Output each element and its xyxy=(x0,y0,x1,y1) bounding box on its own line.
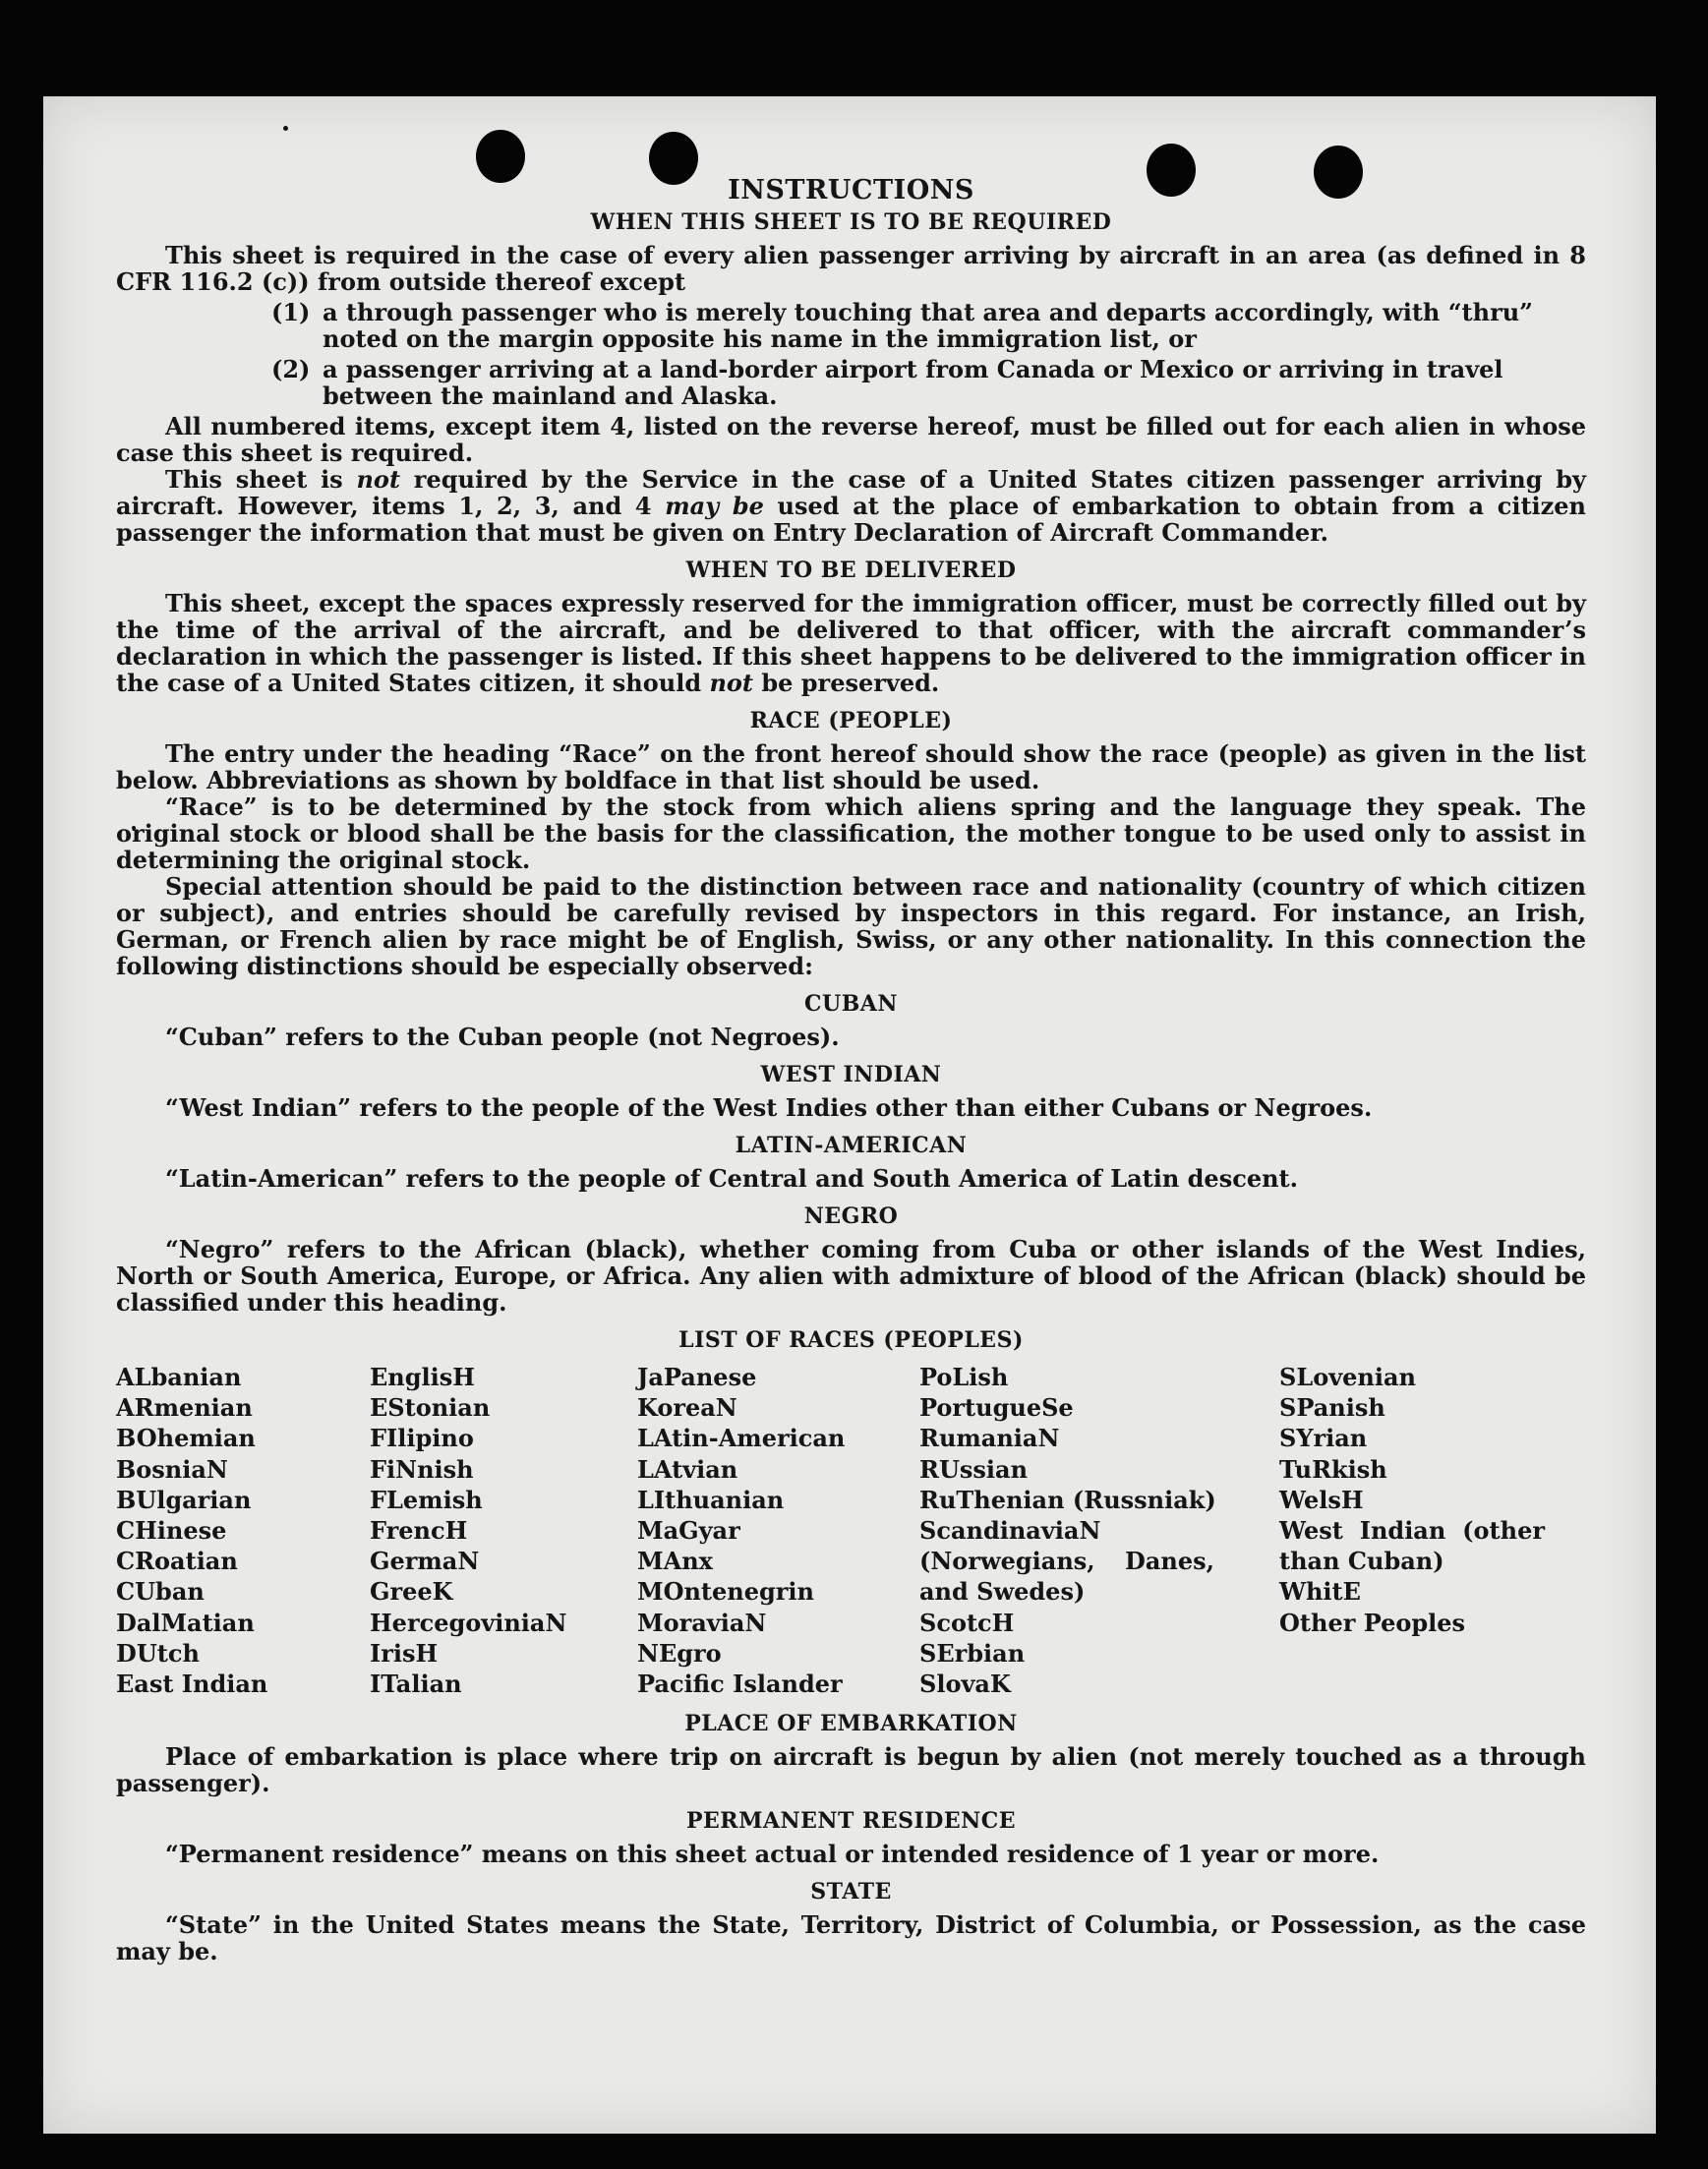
paragraph xyxy=(116,590,1586,696)
text-run: This sheet, except the spaces expressly reserved for the immigration officer, must be correctly filled out by the time of the arrival of the aircraft, and be delivered to that officer, with the aircraft commander’s declaration in which the passenger is listed. If this sheet happens to be delivered to the immigration officer in the case of a United States citizen, it should xyxy=(116,589,1586,697)
race-entry: CUban xyxy=(116,1577,205,1607)
race-entry: TuRkish xyxy=(1279,1454,1387,1484)
race-entry: MaGyar xyxy=(637,1516,740,1546)
race-entry: GreeK xyxy=(370,1577,453,1607)
race-entry: FrencH xyxy=(370,1516,468,1546)
emphasis-text: not xyxy=(356,465,401,494)
race-entry: LAtin-American xyxy=(637,1424,846,1453)
race-entry: ScotcH xyxy=(919,1608,1015,1637)
section-heading: WHEN TO BE DELIVERED xyxy=(685,557,1017,583)
race-entry: BosniaN xyxy=(116,1454,228,1484)
text-run: used at the place of embarkation to obtain from a citizen passenger the information that must be given on Entry Declaration of Aircraft Commander. xyxy=(116,492,1587,547)
races-column xyxy=(1279,1362,1586,1699)
section-heading: CUBAN xyxy=(804,991,898,1017)
race-entry: RUssian xyxy=(919,1454,1029,1484)
text-run: required by the Service in the case of a United States citizen passenger arriving by aircraft. However, items 1, 2, 3, and 4 xyxy=(116,465,1587,520)
race-entry: FiNnish xyxy=(370,1454,474,1484)
race-entry: LIthuanian xyxy=(637,1485,785,1514)
race-entry: ScandinaviaN (Norwegians, Danes, and Swedes) xyxy=(919,1516,1214,1607)
race-entry: MOntenegrin xyxy=(637,1577,814,1607)
emphasis-text: may be xyxy=(665,492,764,520)
race-entry: EStonian xyxy=(370,1393,491,1423)
paragraph: “State” in the United States means the State, Territory, District of Columbia, or Possession, as the case may be. xyxy=(116,1910,1586,1966)
races-column xyxy=(116,1362,370,1699)
race-entry: KoreaN xyxy=(637,1393,737,1423)
section-heading: RACE (PEOPLE) xyxy=(749,708,953,733)
item-number: (1) xyxy=(271,298,311,326)
race-entry: DalMatian xyxy=(116,1608,255,1637)
races-column xyxy=(919,1362,1279,1699)
race-entry: PoLish xyxy=(919,1363,1009,1391)
paragraph: “West Indian” refers to the people of the West Indies other than either Cubans or Negroes. xyxy=(165,1093,1373,1122)
emphasis-text: not xyxy=(709,669,754,697)
list-item xyxy=(116,299,1586,352)
race-entry: SlovaK xyxy=(919,1670,1011,1699)
race-entry: PortugueSe xyxy=(919,1393,1074,1423)
paragraph: This sheet is required in the case of every alien passenger arriving by aircraft in an area (as defined in 8 CFR 116.2 (c)) from outside thereof except xyxy=(116,241,1586,296)
section-heading: NEGRO xyxy=(803,1203,899,1229)
race-entry: NEgro xyxy=(637,1638,722,1668)
races-column xyxy=(370,1362,637,1699)
race-entry: RuThenian (Russniak) xyxy=(919,1485,1216,1514)
section-heading: LIST OF RACES (PEOPLES) xyxy=(678,1327,1024,1353)
race-entry: BOhemian xyxy=(116,1424,256,1453)
race-entry: DUtch xyxy=(116,1638,200,1668)
race-entry: MAnx xyxy=(637,1547,713,1576)
paragraph: “Negro” refers to the African (black), whether coming from Cuba or other islands of the West Indies, North or South America, Europe, or Africa. Any alien with admixture of blood of the African (black) should be classified under this heading. xyxy=(116,1235,1586,1317)
race-entry: SLovenian xyxy=(1279,1363,1416,1391)
paragraph xyxy=(116,466,1586,546)
race-entry: RumaniaN xyxy=(919,1424,1060,1453)
race-entry: West Indian (other than Cuban) xyxy=(1279,1516,1545,1576)
race-entry: East Indian xyxy=(116,1670,268,1699)
race-entry: CHinese xyxy=(116,1516,227,1546)
race-entry: SPanish xyxy=(1279,1393,1385,1423)
paragraph: Special attention should be paid to the distinction between race and nationality (country of which citizen or subject), and entries should be carefully revised by inspectors in this regard. For instance, an Irish, German, or French alien by race might be of English, Swiss, or any other nationality. In this connection the following distinctions should be especially observed: xyxy=(116,872,1586,980)
race-entry: HercegoviniaN xyxy=(370,1608,567,1637)
scan-speck xyxy=(283,126,288,131)
race-entry: CRoatian xyxy=(116,1547,238,1576)
section-heading: PLACE OF EMBARKATION xyxy=(684,1711,1018,1737)
paragraph: The entry under the heading “Race” on the front hereof should show the race (people) as given in the list below. Abbreviations as shown by boldface in that list should be used. xyxy=(116,739,1586,794)
races-list xyxy=(116,1362,1586,1699)
race-entry: ITalian xyxy=(370,1670,462,1699)
race-entry: Other Peoples xyxy=(1279,1608,1466,1637)
item-text: a through passenger who is merely touching that area and departs accordingly, with “thru” noted on the margin opposite his name in the immigration list, or xyxy=(323,298,1533,353)
race-entry: FIlipino xyxy=(370,1424,474,1453)
race-entry: GermaN xyxy=(370,1547,480,1576)
race-entry: EnglisH xyxy=(370,1363,475,1391)
races-column xyxy=(637,1362,919,1699)
race-entry: ALbanian xyxy=(116,1363,242,1391)
race-entry: MoraviaN xyxy=(637,1608,767,1637)
section-heading: WHEN THIS SHEET IS TO BE REQUIRED xyxy=(590,209,1112,235)
race-entry: SErbian xyxy=(919,1638,1026,1668)
race-entry: JaPanese xyxy=(637,1363,757,1391)
text-run: be preserved. xyxy=(753,669,940,697)
text-run: This sheet is xyxy=(165,465,357,494)
race-entry: WhitE xyxy=(1279,1577,1361,1607)
race-entry: FLemish xyxy=(370,1485,483,1514)
page-title: INSTRUCTIONS xyxy=(728,175,974,205)
paragraph: “Race” is to be determined by the stock from which aliens spring and the language they speak. The original stock or blood shall be the basis for the classification, the mother tongue to be used only to assist in determining the original stock. xyxy=(116,792,1586,874)
section-heading: PERMANENT RESIDENCE xyxy=(686,1808,1016,1835)
race-entry: Pacific Islander xyxy=(637,1670,843,1699)
race-entry: LAtvian xyxy=(637,1454,738,1484)
race-entry: SYrian xyxy=(1279,1424,1368,1453)
paragraph: All numbered items, except item 4, listed on the reverse hereof, must be filled out for each alien in whose case this sheet is required. xyxy=(116,412,1586,467)
paragraph: “Permanent residence” means on this sheet actual or intended residence of 1 year or more. xyxy=(165,1840,1380,1869)
section-heading: LATIN-AMERICAN xyxy=(735,1133,968,1158)
race-entry: WelsH xyxy=(1279,1485,1364,1514)
list-item xyxy=(116,356,1586,409)
race-entry: ARmenian xyxy=(116,1393,253,1423)
item-text: a passenger arriving at a land-border airport from Canada or Mexico or arriving in travel between the mainland and Alaska. xyxy=(323,355,1503,410)
paragraph: “Latin-American” refers to the people of Central and South America of Latin descent. xyxy=(165,1164,1298,1193)
section-heading: STATE xyxy=(810,1879,892,1905)
race-entry: BUlgarian xyxy=(116,1485,252,1514)
instructions-content xyxy=(116,169,1586,1964)
section-heading: WEST INDIAN xyxy=(760,1062,942,1087)
race-entry: IrisH xyxy=(370,1638,439,1668)
paragraph: “Cuban” refers to the Cuban people (not Negroes). xyxy=(165,1023,840,1051)
paragraph: Place of embarkation is place where trip on aircraft is begun by alien (not merely touched as a through passenger). xyxy=(116,1742,1586,1798)
item-number: (2) xyxy=(271,355,311,383)
